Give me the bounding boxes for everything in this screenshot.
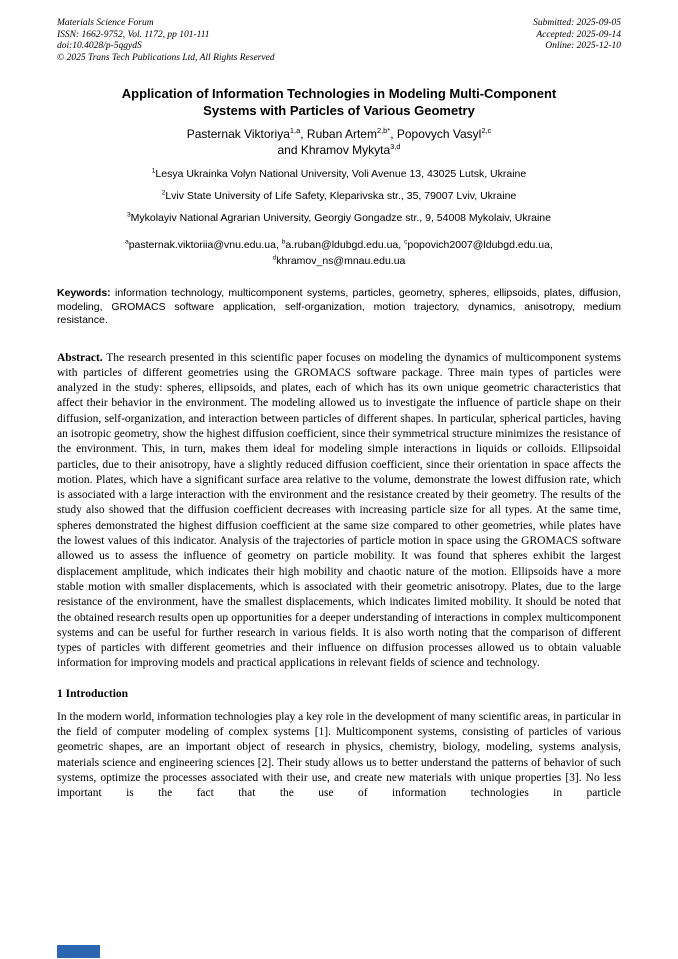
keywords-label: Keywords: — [57, 287, 111, 299]
author-name: Pasternak Viktoriya — [186, 127, 290, 141]
email-address: a.ruban@ldubgd.edu.ua — [285, 239, 399, 251]
email-address: pasternak.viktoriia@vnu.edu.ua — [128, 239, 276, 251]
journal-issn-volume: ISSN: 1662-9752, Vol. 1172, pp 101-111 — [57, 29, 210, 40]
author-emails — [57, 237, 621, 269]
email-separator: , — [398, 239, 405, 251]
author-name: and Khramov Mykyta — [277, 142, 391, 157]
journal-copyright: © 2025 Trans Tech Publications Ltd, All Rights Reserved — [57, 52, 275, 63]
affiliation-text: Lviv State University of Life Safety, Kleparivska str., 35, 79007 Lviv, Ukraine — [165, 190, 517, 202]
affiliation-marker: 2 — [161, 189, 166, 197]
affiliation-marker: 1 — [151, 167, 156, 175]
abstract-paragraph — [57, 351, 621, 672]
author-name: Popovych Vasyl — [396, 127, 482, 141]
affiliation-text: Mykolayiv National Agrarian University, Georgiy Gongadze str., 9, 54008 Mykolaiv, Ukraine — [130, 212, 551, 224]
email-marker: d — [272, 254, 277, 262]
journal-doi: doi:10.4028/p-5qgydS — [57, 41, 142, 51]
affiliation-text: Lesya Ukrainka Volyn National University, Voli Avenue 13, 43025 Lutsk, Ukraine — [155, 168, 527, 180]
journal-name: Materials Science Forum — [57, 18, 154, 28]
author-affil-marker: 2,b* — [376, 126, 391, 135]
author-separator: , — [390, 127, 397, 141]
intro-paragraph: In the modern world, information technologies play a key role in the development of many scientific areas, in particular in the field of computer modeling of complex systems [1]. Multicomponent systems, consisting of particles of various geometric shapes, are an important object of research in physics, chemistry, biology, modeling, systems analysis, materials science and engineering sciences [2]. Their study allows us to better understand the patterns of behavior of such systems, optimize the processes associated with their use, and create new materials with unique properties [3]. No less important is the fact that the use of information technologies in particle — [57, 710, 621, 800]
section-heading-introduction: 1 Introduction — [57, 687, 129, 700]
paper-title — [57, 85, 621, 119]
email-separator: , — [275, 239, 282, 251]
author-separator: , — [300, 127, 307, 141]
author-affil-marker: 3,d — [390, 141, 401, 151]
keywords-paragraph — [57, 287, 621, 328]
submitted-date: Submitted: 2025-09-05 — [533, 18, 621, 28]
emails-line-2 — [57, 253, 621, 269]
affiliation — [57, 190, 621, 203]
email-marker: b — [281, 238, 286, 246]
affiliation — [57, 212, 621, 225]
authors-line-1 — [57, 127, 621, 143]
authors-line-2 — [57, 143, 621, 159]
affiliations-block — [57, 168, 621, 225]
journal-info — [57, 18, 275, 64]
abstract-text: The research presented in this scientific paper focuses on modeling the dynamics of multicomponent systems with particles of different geometries using the GROMACS software package. Three main types of particles were analyzed in the study: spheres, ellipsoids, and plates, each of which has its own unique geometric characteristics that affect their behavior in the environment. The modeling allowed us to investigate the influence of particle shape on their diffusion, self-organization, and interaction between particles of different shapes. In particular, spherical particles, having an isotropic geometry, show the highest diffusion coefficient, since their symmetrical structure minimizes the resistance of the environment. This, in turn, makes them ideal for modeling simple interactions in liquids or colloids. Ellipsoidal particles, due to their anisotropy, have a slightly reduced diffusion coefficient, since their orientation in space affects the motion. Plates, which have a significant surface area relative to the volume, demonstrate the lowest diffusion rate, which is associated with a large interaction with the environment and the resistance created by their geometry. The results of the study also showed that the diffusion coefficient decreases with increasing particle size for all types. At the same time, spheres demonstrated the highest diffusion coefficient at the same size compared to other geometries, while plates have the lowest values of this indicator. Analysis of the trajectories of particle motion in space using the GROMACS software allowed us to assess the influence of geometry on particle mobility. It was found that spheres exhibit the largest displacement amplitude, which indicates their high mobility and chaotic nature of the motion. Ellipsoids have a more stable motion with smaller displacements, which is associated with their geometric anisotropy. Plates, due to the large resistance of the environment, have the smallest displacements, which indicates limited mobility. It should be noted that the obtained research results open up opportunities for a deeper understanding of interactions in complex multicomponent systems and can be useful for further research in various fields. It is also worth noting that the comparison of different types of particles with different geometries and their influence on diffusion processes allowed us to obtain valuable information for improving models and practical applications in relevant fields of science and technology. — [57, 351, 622, 670]
author-affil-marker: 1,a — [289, 126, 301, 135]
author-affil-marker: 2,c — [481, 126, 492, 135]
emails-line-1 — [57, 237, 621, 253]
footer-blue-mark — [57, 945, 100, 958]
abstract-label: Abstract. — [57, 351, 103, 364]
email-marker: c — [404, 238, 408, 246]
authors-block — [57, 127, 621, 158]
journal-header — [57, 18, 621, 64]
paper-title-line2: Systems with Particles of Various Geometry — [203, 103, 475, 118]
keywords-text: information technology, multicomponent systems, particles, geometry, spheres, ellipsoids, plates, diffusion, modeling, GROMACS software application, self-organization, motion trajectory, dynamics, anisotropy, medium resistance. — [57, 287, 621, 326]
affiliation — [57, 168, 621, 181]
affiliation-marker: 3 — [126, 211, 131, 219]
email-separator: , — [549, 239, 553, 251]
email-marker: a — [125, 238, 129, 246]
accepted-date: Accepted: 2025-09-14 — [536, 29, 621, 40]
submission-dates — [533, 18, 621, 64]
author-name: Ruban Artem — [306, 127, 377, 141]
email-address: popovich2007@ldubgd.edu.ua — [407, 239, 550, 251]
online-date: Online: 2025-12-10 — [545, 41, 621, 51]
paper-title-line1: Application of Information Technologies in Modeling Multi-Component — [121, 86, 557, 101]
email-address: khramov_ns@mnau.edu.ua — [276, 255, 406, 267]
